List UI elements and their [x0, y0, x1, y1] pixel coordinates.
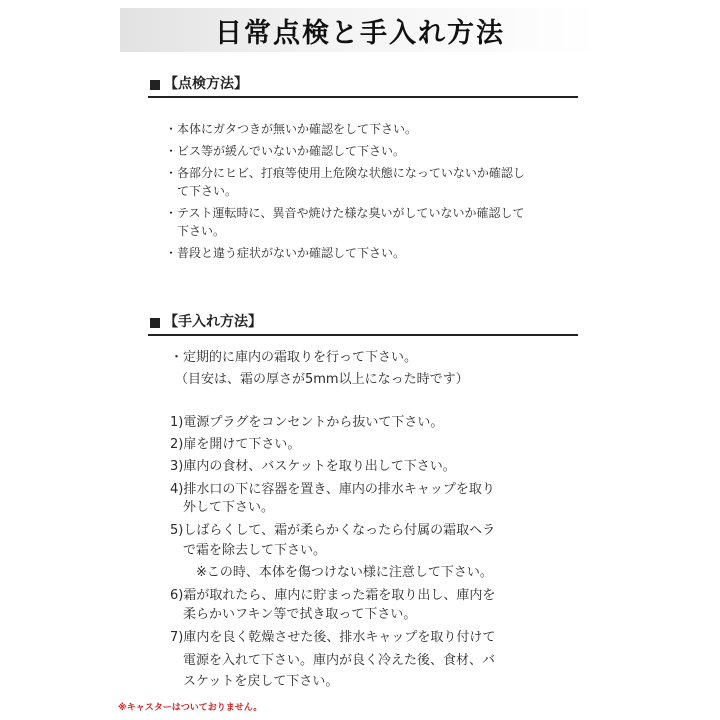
care-step-line: で霜を除去して下さい。 [170, 543, 327, 558]
care-step-line: 3)庫内の食材、バスケットを取り出して下さい。 [170, 459, 456, 474]
inspection-line: ・テスト運転時に、異音や焼けた様な臭いがしていないか確認して [165, 206, 525, 220]
inspection-line: ・普段と違う症状がないか確認して下さい。 [165, 246, 406, 260]
care-step-line: スケットを戻して下さい。 [170, 674, 339, 689]
care-step-line: 6)霜が取れたら、庫内に貯まった霜を取り出し、庫内を [170, 588, 496, 603]
care-step-line: 1)電源プラグをコンセントから抜いて下さい。 [170, 415, 444, 430]
care-step-line: 柔らかいフキン等で拭き取って下さい。 [170, 607, 417, 622]
care-step-line: 2)扉を開けて下さい。 [170, 437, 301, 452]
inspection-line: て下さい。 [165, 184, 238, 198]
inspection-header-label: 【点検方法】 [164, 76, 248, 92]
square-bullet-icon [150, 80, 160, 90]
care-step-line: 外して下さい。 [170, 500, 275, 515]
care-section-header [148, 310, 578, 336]
care-step-line: 電源を入れて下さい。庫内が良く冷えた後、食材、バ [170, 653, 496, 668]
care-step-line: 4)排水口の下に容器を置き、庫内の排水キャップを取り [170, 482, 495, 497]
title-banner [120, 8, 600, 52]
inspection-line: ・各部分にヒビ、打痕等使用上危険な状態になっていないか確認し [165, 166, 525, 180]
care-step-line: 7)庫内を良く乾燥させた後、排水キャップを取り付けて [170, 630, 496, 645]
inspection-section-header [148, 72, 578, 98]
care-step-line: 5)しばらくして、霜が柔らかくなったら付属の霜取ヘラ [170, 523, 496, 538]
care-caution-line: ※この時、本体を傷つけない様に注意して下さい。 [170, 565, 493, 580]
inspection-line: ・ビス等が緩んでいないか確認して下さい。 [165, 144, 406, 158]
care-intro-line: （目安は、霜の厚さが5mm以上になった時です） [175, 372, 469, 387]
square-bullet-icon [150, 318, 160, 328]
care-intro-line: ・定期的に庫内の霜取りを行って下さい。 [170, 350, 418, 365]
care-header-label: 【手入れ方法】 [164, 314, 262, 330]
inspection-line: ・本体にガタつきが無いか確認をして下さい。 [165, 122, 418, 136]
inspection-line: 下さい。 [165, 224, 226, 238]
caster-footnote: ※キャスターはついておりません。 [118, 703, 263, 713]
page-title: 日常点検と手入れ方法 [215, 17, 505, 49]
